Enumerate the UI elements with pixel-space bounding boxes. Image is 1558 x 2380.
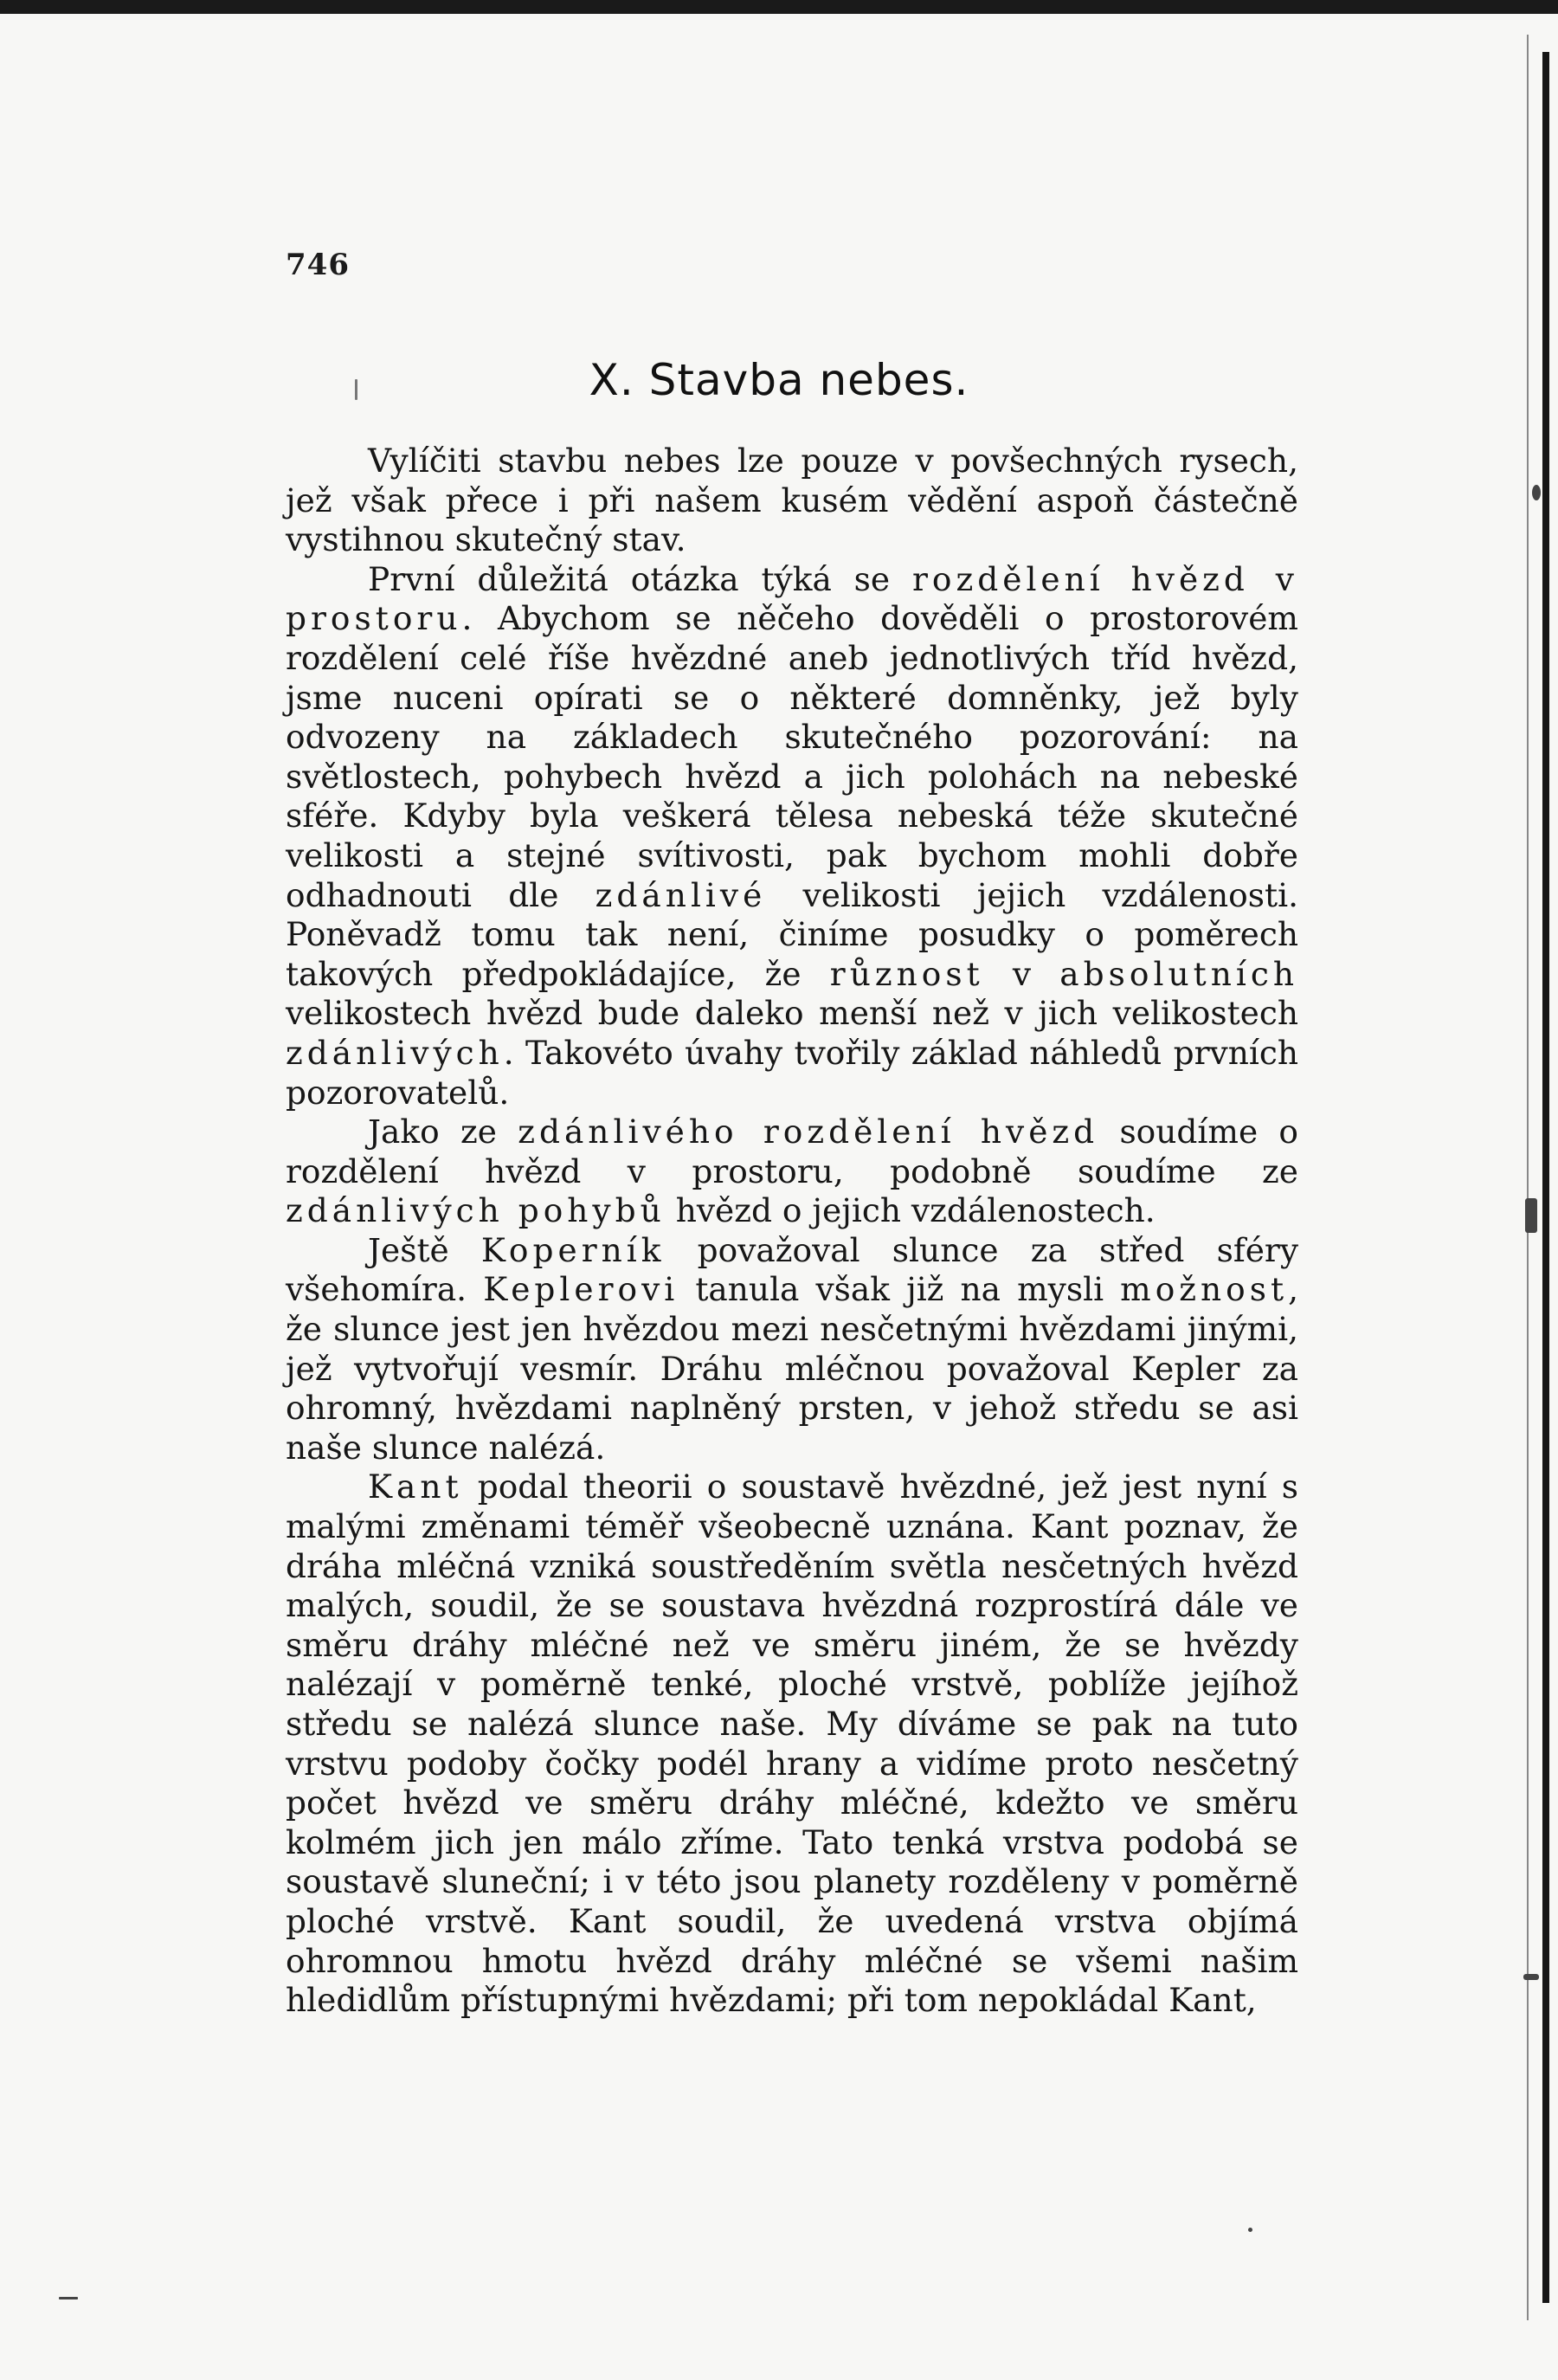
emphasized-text: absolutních	[1059, 954, 1298, 993]
emphasized-text: Keplerovi	[483, 1270, 679, 1309]
emphasized-text: zdánlivých pohybů	[286, 1191, 666, 1230]
paragraph	[286, 1231, 1298, 1468]
text-run: Ještě	[368, 1230, 481, 1269]
page-number: 746	[286, 248, 350, 282]
text-run: podal theorii o soustavě hvězdné, jež jest nyní s malými změnami téměř všeobecně uznána. Kant poznav, že dráha mléčná vzniká soustředěním světla nesčetných hvězd malých, soudil, že se soustava hvězdná rozprostírá dále ve směru dráhy mléčné než ve směru jiném, že se hvězdy nalézají v poměrně tenké, ploché vrstvě, poblíže jejíhož středu se nalézá slunce naše. My díváme se pak na tuto vrstvu podoby čočky podél hrany a vidíme proto nesčetný počet hvězd ve směru dráhy mléčné, kdežto ve směru kolmém jich jen málo zříme. Tato tenká vrstva podobá se soustavě sluneční; i v této jsou planety rozděleny v poměrně ploché vrstvě. Kant soudil, že uvedená vrstva objímá ohromnou hmotu hvězd dráhy mléčné se všemi našim hledidlům přístupnými hvězdami; při tom nepokládal Kant,	[286, 1467, 1298, 2020]
chapter-title: X. Stavba nebes.	[589, 355, 969, 405]
text-run: Vylíčiti stavbu nebes lze pouze v povšechných rysech, jež však přece i při našem kusém vědění aspoň částečně vystihnou skutečný stav.	[286, 442, 1298, 559]
emphasized-text: Koperník	[480, 1230, 666, 1269]
paragraph	[286, 442, 1298, 560]
emphasized-text: zdánlivých	[286, 1033, 504, 1072]
text-run: hvězd o jejich vzdálenostech.	[665, 1191, 1156, 1230]
text-run: . Abychom se něčeho dověděli o prostorovém rozdělení celé říše hvězdné aneb jednotlivých tříd hvězd, jsme nuceni opírati se o některé domněnky, jež byly odvozeny na základech skutečného pozorování: na světlostech, pohybech hvězd a jich polohách na nebeské sféře. Kdyby byla veškerá tělesa nebeská téže skutečné velikosti a stejné svítivosti, pak bychom mohli dobře odhadnouti dle	[286, 599, 1298, 914]
paragraph	[286, 1113, 1298, 1231]
emphasized-text: zdánlivého rozdělení hvězd	[518, 1113, 1099, 1151]
emphasized-text: zdánlivé	[595, 875, 767, 914]
text-run: v	[983, 954, 1060, 993]
paragraph	[286, 1467, 1298, 2020]
body-text	[286, 442, 1298, 2021]
emphasized-text: Kant	[368, 1467, 463, 1506]
text-run: tanula však již na mysli	[679, 1270, 1121, 1309]
emphasized-text: rozdělení hvězd v prostoru	[286, 559, 1298, 638]
paragraph	[286, 560, 1298, 1113]
scan-speck	[1248, 2228, 1252, 2232]
scan-speck	[1523, 1974, 1539, 1980]
emphasized-text: možnost	[1120, 1270, 1289, 1309]
scan-speck	[59, 2297, 78, 2299]
text-run: První důležitá otázka týká se	[368, 559, 912, 598]
text-run: soudíme o rozdělení hvězd v prostoru, podobně soudíme ze	[286, 1113, 1299, 1190]
scan-top-border	[0, 0, 1558, 14]
emphasized-text: různost	[829, 954, 984, 993]
scan-speck	[1532, 485, 1541, 500]
text-run: velikosti jejich vzdálenosti. Poněvadž tomu tak není, činíme posudky o poměrech takových předpokládajíce, že	[286, 875, 1298, 993]
text-run: velikostech hvězd bude daleko menší než v jich velikostech	[286, 994, 1298, 1033]
text-run: Jako ze	[368, 1113, 518, 1151]
text-run: . Takovéto úvahy tvořily základ náhledů prvních pozorovatelů.	[286, 1033, 1298, 1112]
scan-speck	[1525, 1198, 1537, 1233]
text-run: považoval slunce za střed sféry všehomíra.	[286, 1230, 1299, 1309]
text-run: , že slunce jest jen hvězdou mezi nesčetnými hvězdami jinými, jež vytvořují vesmír. Dráhu mléčnou považoval Kepler za ohromný, hvězdami naplněný prsten, v jehož středu se asi naše slunce nalézá.	[286, 1270, 1298, 1467]
